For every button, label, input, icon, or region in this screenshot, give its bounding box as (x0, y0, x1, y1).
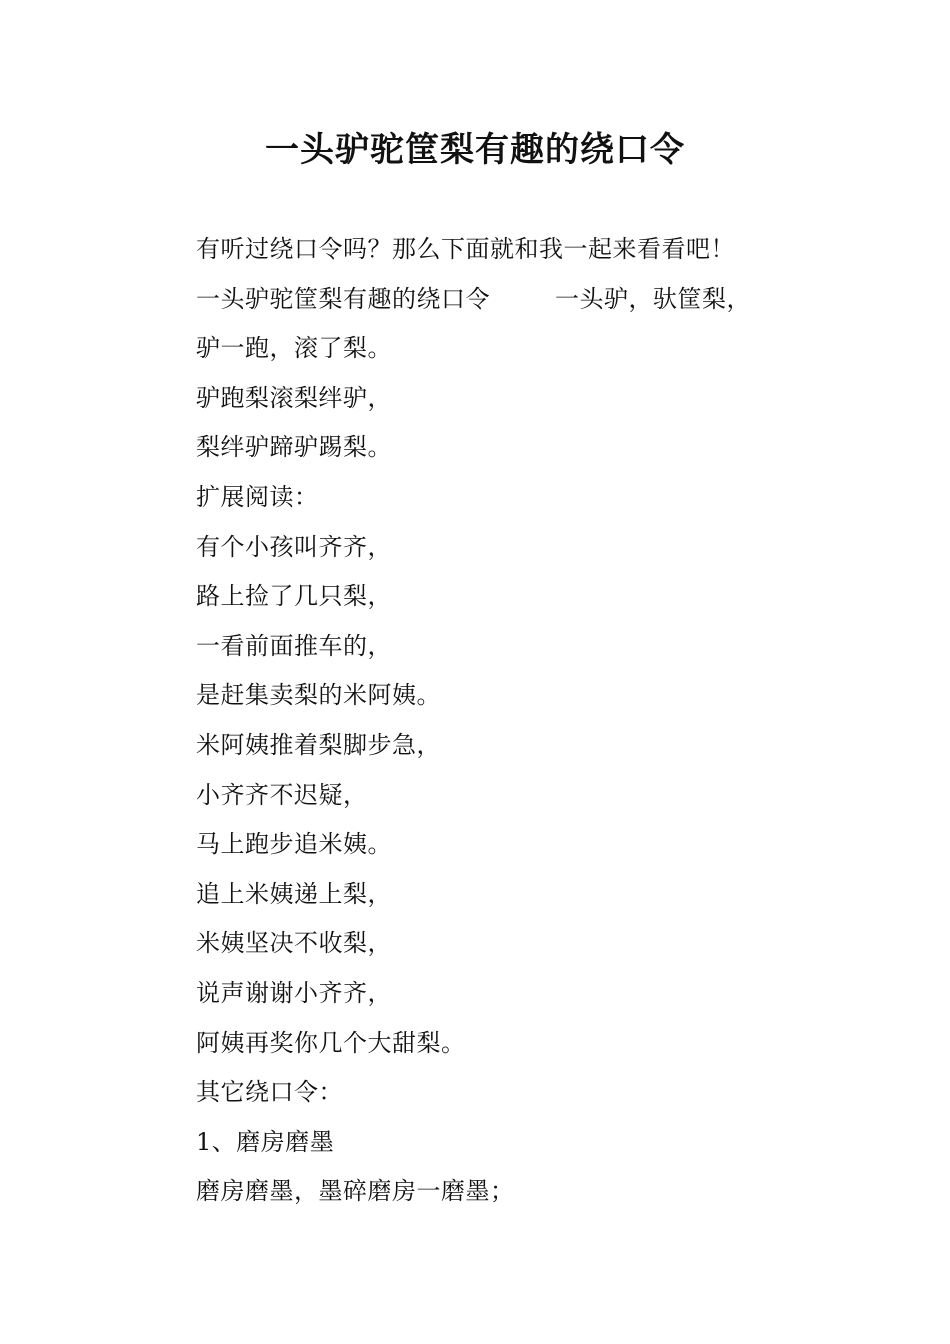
paragraph-line: 阿姨再奖你几个大甜梨。 (196, 1028, 466, 1057)
section-heading: 其它绕口令： (196, 1078, 343, 1107)
paragraph-line: 说声谢谢小齐齐， (196, 978, 392, 1007)
paragraph-line: 一头驴驼筐梨有趣的绕口令 一头驴，驮筐梨， (196, 284, 752, 313)
paragraph-line: 驴一跑，滚了梨。 (196, 334, 392, 363)
paragraph-line: 小齐齐不迟疑， (196, 780, 368, 809)
paragraph-line: 驴跑梨滚梨绊驴， (196, 383, 392, 412)
document-body (196, 225, 796, 1217)
paragraph-line: 路上捡了几只梨， (196, 582, 392, 611)
document-title: 一头驴驼筐梨有趣的绕口令 (265, 130, 685, 170)
paragraph-line: 一看前面推车的， (196, 631, 392, 660)
paragraph-line: 米阿姨推着梨脚步急， (196, 730, 441, 759)
paragraph-line: 梨绊驴蹄驴踢梨。 (196, 433, 392, 462)
paragraph-line: 是赶集卖梨的米阿姨。 (196, 681, 441, 710)
paragraph-line: 磨房磨墨，墨碎磨房一磨墨； (196, 1177, 515, 1206)
paragraph-line: 米姨坚决不收梨， (196, 929, 392, 958)
paragraph-line: 有听过绕口令吗？那么下面就和我一起来看看吧！ (196, 235, 735, 263)
subsection-heading: 1、磨房磨墨 (196, 1127, 335, 1156)
paragraph-line: 追上米姨递上梨， (196, 879, 392, 908)
paragraph-line: 有个小孩叫齐齐， (196, 532, 392, 561)
paragraph-line: 马上跑步追米姨。 (196, 830, 392, 859)
section-heading: 扩展阅读： (196, 482, 319, 511)
